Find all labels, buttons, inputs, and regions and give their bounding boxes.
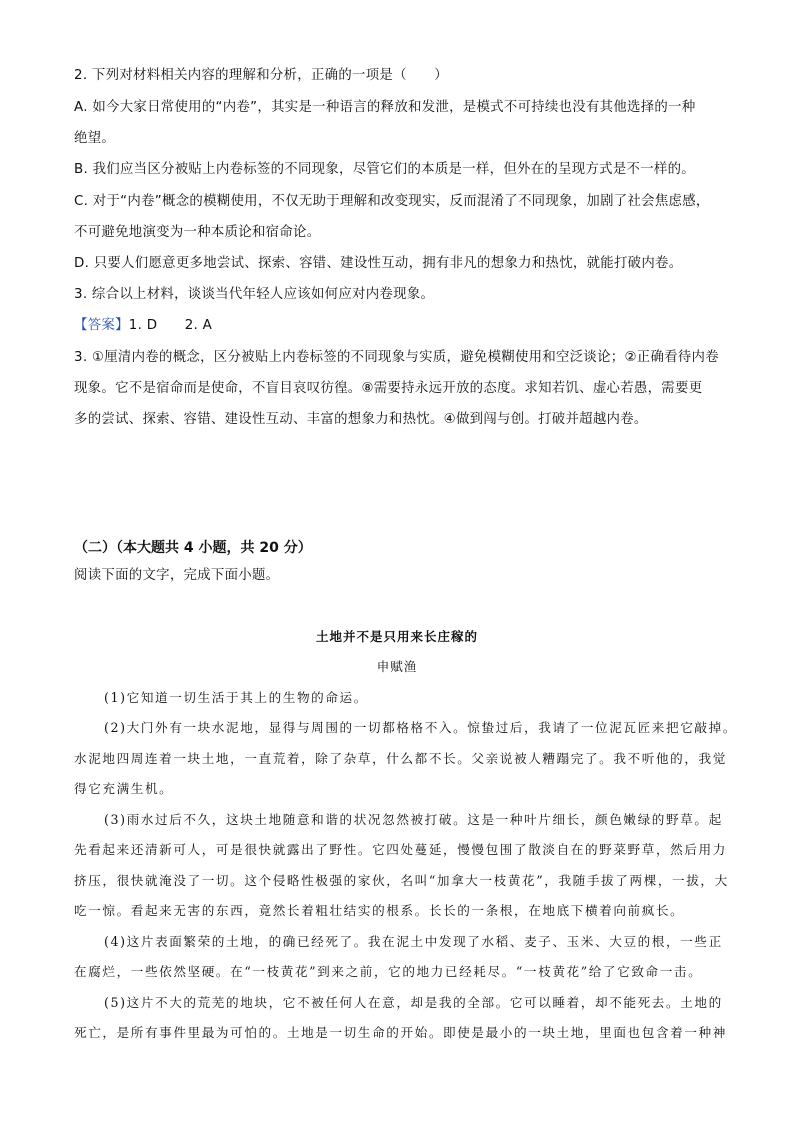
option-c-line-1: C. 对于“内卷”概念的模糊使用，不仅无助于理解和改变现实，反而混淆了不同现象，加剧了社会焦虑感， xyxy=(74,194,710,209)
answer-line xyxy=(74,316,212,336)
paragraph-2-line-1: (2)大门外有一块水泥地，显得与周围的一切都格格不入。惊蛰过后，我请了一位泥瓦匠来把它敲掉。 xyxy=(104,720,737,735)
paragraph-5-line-2: 死亡，是所有事件里最为可怕的。土地是一切生命的开始。即使是最小的一块土地，里面也包含着一种神 xyxy=(74,1025,727,1040)
paragraph-4-line-2: 在腐烂，一些依然坚硬。在“一枝黄花”到来之前，它的地力已经耗尽。“一枝黄花”给了它致命一击。 xyxy=(74,964,703,979)
answer-3-line-1: 3. ①厘清内卷的概念，区分被贴上内卷标签的不同现象与实质，避免模糊使用和空泛谈论；②正确看待内卷 xyxy=(74,350,719,365)
option-b: B. 我们应当区分被贴上内卷标签的不同现象，尽管它们的本质是一样，但外在的呈现方式是不一样的。 xyxy=(74,162,695,177)
paragraph-3-line-2: 先看起来还清新可人，可是很快就露出了野性。它四处蔓延，慢慢包围了散淡自在的野菜野草，然后用力 xyxy=(74,842,727,857)
option-a-line-2: 绝望。 xyxy=(74,131,116,146)
paragraph-3-line-3: 挤压，很快就淹没了一切。这个侵略性极强的家伙，名叫“加拿大一枝黄花”，我随手拔了两棵，一拔，大 xyxy=(74,873,729,888)
paragraph-2-line-2: 水泥地四周连着一块土地，一直荒着，除了杂草，什么都不长。父亲说被人糟蹋完了。我不听他的，我觉 xyxy=(74,751,727,766)
option-d: D. 只要人们愿意更多地尝试、探索、容错、建设性互动，拥有非凡的想象力和热忱，就能打破内卷。 xyxy=(74,256,683,271)
answer-tag: 【答案】 xyxy=(74,318,129,333)
paragraph-3-line-4: 吃一惊。看起来无害的东西，竟然长着粗壮结实的根系。长长的一条根，在地底下横着向前疯长。 xyxy=(74,903,685,918)
paragraph-2-line-3: 得它充满生机。 xyxy=(74,781,174,796)
paragraph-5-line-1: (5)这片不大的荒芜的地块，它不被任何人在意，却是我的全部。它可以睡着，却不能死去。土地的 xyxy=(104,995,723,1010)
section-title: （二）（本大题共 4 小题，共 20 分） xyxy=(74,540,312,556)
paragraph-4-line-1: (4)这片表面繁荣的土地，的确已经死了。我在泥土中发现了水稻、麦子、玉米、大豆的根，一些正 xyxy=(104,934,723,949)
paragraph-1: (1)它知道一切生活于其上的生物的命运。 xyxy=(104,690,368,705)
article-author: 申赋渔 xyxy=(376,659,418,674)
question-2-stem: 2. 下列对材料相关内容的理解和分析，正确的一项是（ ） xyxy=(74,68,448,83)
paragraph-3-line-1: (3)雨水过后不久，这块土地随意和谐的状况忽然被打破。这是一种叶片细长，颜色嫩绿的野草。起 xyxy=(104,812,723,827)
answer-3-line-2: 现象。它不是宿命而是使命，不盲目哀叹彷徨。⑧需要持永远开放的态度。求知若饥、虚心若愚，需要更 xyxy=(74,381,703,396)
question-3-stem: 3. 综合以上材料，谈谈当代年轻人应该如何应对内卷现象。 xyxy=(74,287,435,302)
option-c-line-2: 不可避免地演变为一种本质论和宿命论。 xyxy=(74,225,321,240)
answer-values: 1. D 2. A xyxy=(128,318,213,333)
answer-3-line-3: 多的尝试、探索、容错、建设性互动、丰富的想象力和热忱。④做到闯与创。打破并超越内卷。 xyxy=(74,412,648,427)
article-title: 土地并不是只用来长庄稼的 xyxy=(315,629,478,644)
option-a-line-1: A. 如今大家日常使用的“内卷”，其实是一种语言的释放和发泄，是模式不可持续也没有其他选择的一种 xyxy=(74,100,696,115)
section-instruction: 阅读下面的文字，完成下面小题。 xyxy=(74,568,280,583)
